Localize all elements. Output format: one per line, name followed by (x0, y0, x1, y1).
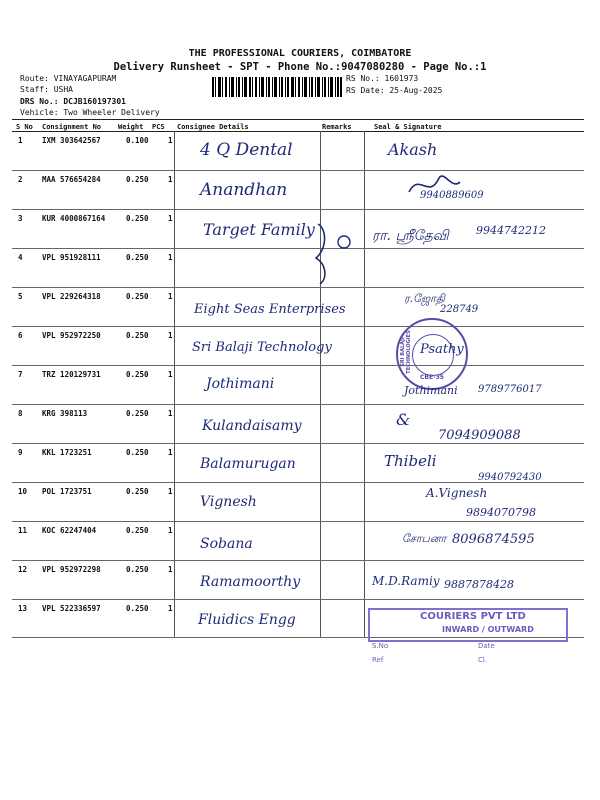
row-consignment: KOC 62247404 (42, 526, 97, 535)
row-signature: சோபனா (402, 532, 447, 545)
col-consignment: Consignment No (42, 123, 102, 131)
row-divider (12, 365, 584, 366)
col-weight: Weight (118, 123, 144, 131)
row-phone: 7094909088 (438, 428, 521, 443)
row-consignment: KUR 4000867164 (42, 214, 106, 223)
row-phone: 9894070798 (466, 506, 536, 519)
row-consignee: Kulandaisamy (202, 418, 302, 434)
row-consignment: VPL 952972250 (42, 331, 101, 340)
row-weight: 0.250 (126, 370, 149, 379)
row-phone: 9944742212 (476, 224, 546, 237)
row-divider (12, 287, 584, 288)
row-sno: 13 (18, 604, 28, 613)
row-signature: ர.ஜோதி (404, 292, 445, 305)
row-divider (12, 209, 584, 210)
row-consignee: Jothimani (206, 376, 275, 392)
row-consignment: KRG 398113 (42, 409, 88, 418)
row-weight: 0.250 (126, 448, 149, 457)
row-consignment: MAA 576654284 (42, 175, 101, 184)
row-phone: 9940889609 (420, 190, 484, 201)
row-signature: A.Vignesh (426, 486, 488, 500)
row-pcs: 1 (168, 136, 173, 145)
row-consignment: VPL 229264318 (42, 292, 101, 301)
row-pcs: 1 (168, 370, 173, 379)
barcode-image (212, 77, 342, 97)
col-remarks: Remarks (322, 123, 352, 131)
row-pcs: 1 (168, 487, 173, 496)
row-sno: 4 (18, 253, 23, 262)
row-sno: 5 (18, 292, 23, 301)
row-consignee: Sri Balaji Technology (192, 340, 332, 355)
row-pcs: 1 (168, 526, 173, 535)
row-phone: 9789776017 (478, 384, 542, 395)
col-sno: S No (16, 123, 33, 131)
row-divider (12, 521, 584, 522)
row-phone: 228749 (440, 304, 479, 315)
row-signature: & (396, 410, 411, 429)
row-sno: 11 (18, 526, 28, 535)
row-weight: 0.250 (126, 565, 149, 574)
row-sno: 3 (18, 214, 23, 223)
row-phone: 9940792430 (478, 472, 542, 483)
row-consignment: KKL 1723251 (42, 448, 92, 457)
row-weight: 0.250 (126, 331, 149, 340)
row-weight: 0.250 (126, 292, 149, 301)
drs-number: DRS No.: DCJB160197301 (20, 97, 126, 106)
row-weight: 0.100 (126, 136, 149, 145)
row-signature: Akash (388, 140, 438, 159)
row-pcs: 1 (168, 292, 173, 301)
row-divider (12, 404, 584, 405)
table-header-rule (12, 131, 584, 132)
row-pcs: 1 (168, 604, 173, 613)
row-signature: Thibeli (384, 452, 437, 470)
row-sno: 2 (18, 175, 23, 184)
row-consignee: Target Family (203, 220, 315, 239)
table-top-rule (12, 119, 584, 120)
row-pcs: 1 (168, 253, 173, 262)
row-phone: 9887878428 (444, 578, 514, 591)
col-pcs: PCS (152, 123, 165, 131)
row-weight: 0.250 (126, 214, 149, 223)
row-sno: 10 (18, 487, 28, 496)
company-seal: SRI BALAJI TECHNOLOGIES CBE-35 (396, 318, 468, 390)
row-consignee: Ramamoorthy (200, 574, 301, 590)
row-signature: Jothimani (404, 384, 458, 397)
col-consignee: Consignee Details (177, 123, 249, 131)
seal-signature: Psathy (420, 342, 464, 357)
row-divider (12, 560, 584, 561)
runsheet-subtitle: Delivery Runsheet - SPT - Phone No.:9047080280 - Page No.:1 (113, 61, 487, 73)
company-title: THE PROFESSIONAL COURIERS, COIMBATORE (188, 48, 412, 59)
row-weight: 0.250 (126, 409, 149, 418)
route-label: Route: VINAYAGAPURAM (20, 74, 117, 83)
row-pcs: 1 (168, 175, 173, 184)
row-weight: 0.250 (126, 175, 149, 184)
inward-outward-stamp: COURIERS PVT LTD INWARD / OUTWARD S.No Date Ref Cl. (368, 608, 568, 678)
col-divider-remarks (320, 131, 321, 637)
row-sno: 1 (18, 136, 23, 145)
row-consignment: VPL 951928111 (42, 253, 101, 262)
col-signature: Seal & Signature (374, 123, 442, 131)
row-consignee: Sobana (200, 536, 253, 552)
row-consignment: POL 1723751 (42, 487, 92, 496)
row-consignment: IXM 303642567 (42, 136, 101, 145)
rs-date: RS Date: 25-Aug-2025 (346, 86, 443, 95)
row-divider (12, 248, 584, 249)
col-divider-signature (364, 131, 365, 637)
row-sno: 8 (18, 409, 23, 418)
row-consignee: 4 Q Dental (200, 140, 293, 160)
rs-number: RS No.: 1601973 (346, 74, 419, 83)
row-consignment: VPL 952972298 (42, 565, 101, 574)
row-divider (12, 599, 584, 600)
row-consignee: Anandhan (200, 180, 288, 200)
row-sno: 6 (18, 331, 23, 340)
vehicle-label: Vehicle: Two Wheeler Delivery (20, 108, 160, 117)
row-pcs: 1 (168, 448, 173, 457)
row-divider (12, 326, 584, 327)
col-divider-left (174, 131, 175, 637)
row-consignee: Vignesh (200, 494, 257, 510)
row-pcs: 1 (168, 331, 173, 340)
row-phone: 8096874595 (452, 532, 535, 547)
row-divider (12, 170, 584, 171)
staff-label: Staff: USHA (20, 85, 73, 94)
brace-mark-icon (308, 220, 356, 286)
row-consignee: Eight Seas Enterprises (194, 302, 346, 317)
row-divider (12, 443, 584, 444)
row-pcs: 1 (168, 565, 173, 574)
row-sno: 12 (18, 565, 28, 574)
row-signature: ரா. ஸ்ரீதேவி (372, 228, 449, 244)
row-consignment: TRZ 120129731 (42, 370, 101, 379)
row-weight: 0.250 (126, 526, 149, 535)
row-sno: 7 (18, 370, 23, 379)
row-signature: M.D.Ramiy (372, 574, 440, 588)
row-weight: 0.250 (126, 253, 149, 262)
row-pcs: 1 (168, 409, 173, 418)
row-sno: 9 (18, 448, 23, 457)
row-consignee: Fluidics Engg (198, 612, 296, 628)
row-weight: 0.250 (126, 604, 149, 613)
row-consignee: Balamurugan (200, 456, 296, 472)
row-consignment: VPL 522336597 (42, 604, 101, 613)
row-weight: 0.250 (126, 487, 149, 496)
row-pcs: 1 (168, 214, 173, 223)
